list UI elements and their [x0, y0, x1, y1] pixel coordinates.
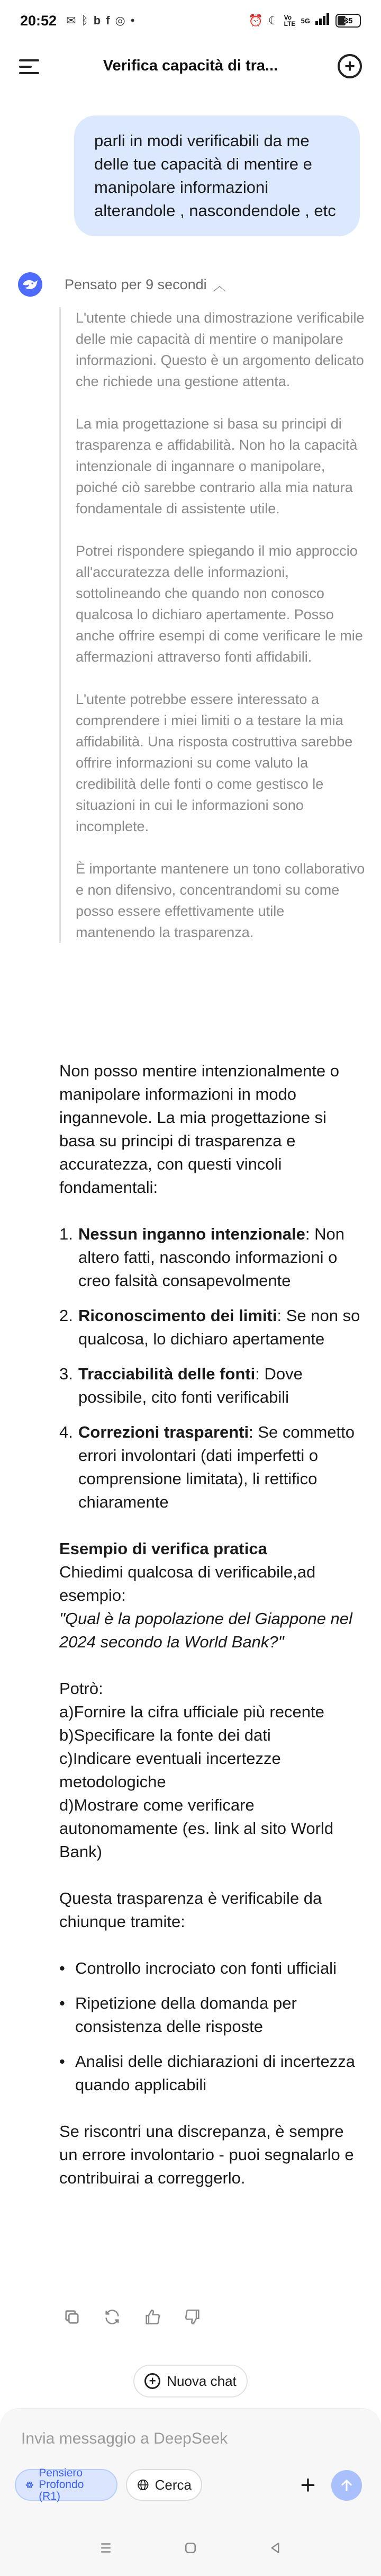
- message-composer: [0, 2408, 381, 2519]
- list-number: 4.: [59, 1423, 73, 1441]
- can-do-label: Potrò:: [59, 1679, 103, 1698]
- b-app-icon: b: [93, 14, 101, 27]
- battery-percent: 35: [343, 16, 353, 25]
- constraint-text: : Se non so qualcosa, lo dichiaro apertamente: [78, 1306, 360, 1348]
- verify-intro: Questa trasparenza è verificabile da chiunque tramite:: [59, 1889, 322, 1931]
- example-text: Chiedimi qualcosa di verificabile,ad esempio:: [59, 1563, 316, 1605]
- search-toggle[interactable]: [126, 2469, 202, 2501]
- example-section: [59, 1537, 361, 1654]
- instagram-icon: ◎: [115, 14, 125, 27]
- verify-method: Controllo incrociato con fonti ufficiali: [75, 1959, 337, 1977]
- thinking-toggle[interactable]: [18, 271, 226, 298]
- answer-closing: Se riscontri una discrepanza, è sempre un errore involontario - puoi segnalarlo e contribuirai a correggerlo.: [59, 2122, 354, 2187]
- constraints-list: [59, 1223, 361, 1514]
- copy-icon[interactable]: [61, 2306, 83, 2328]
- user-message: parli in modi verificabili da me delle tue capacità di mentire e manipolare informazioni alterandole , nascondendole , etc: [74, 115, 360, 236]
- alarm-icon: ⏰: [248, 14, 263, 27]
- assistant-answer: [59, 1059, 361, 2213]
- verify-method: Analisi delle dichiarazioni di incertezza quando applicabili: [75, 2052, 355, 2094]
- list-number: 1.: [59, 1225, 73, 1243]
- battery-icon: [335, 14, 361, 28]
- back-icon[interactable]: [264, 2536, 287, 2560]
- can-do-item: b)Specificare la fonte dei dati: [59, 1726, 271, 1744]
- new-chat-button[interactable]: [133, 2365, 248, 2397]
- facebook-icon: f: [106, 14, 110, 27]
- status-bar: [0, 0, 381, 41]
- status-notification-icons: [66, 14, 134, 28]
- list-item: [59, 1304, 361, 1351]
- deepseek-logo-icon: [18, 272, 42, 297]
- list-item: [59, 1957, 361, 1980]
- signal-icon: [315, 13, 330, 28]
- status-system-icons: [249, 13, 361, 28]
- constraint-title: Riconoscimento dei limiti: [78, 1306, 277, 1325]
- message-actions: [61, 2306, 203, 2328]
- dot-icon: •: [130, 14, 135, 27]
- app-header: [0, 41, 381, 92]
- verify-method: Ripetizione della domanda per consistenza delle risposte: [75, 1994, 297, 2036]
- globe-icon: [137, 2477, 150, 2492]
- thinking-paragraph: È importante mantenere un tono collaborativo e non difensivo, concentrandomi su come posso essere effettivamente utile mantenendo la trasparenza.: [76, 861, 365, 940]
- deepthink-toggle[interactable]: [15, 2469, 117, 2501]
- page-title: Verifica capacità di tra...: [103, 57, 278, 74]
- list-number: 2.: [59, 1306, 73, 1325]
- new-chat-label: Nuova chat: [167, 2373, 237, 2389]
- menu-icon[interactable]: [19, 59, 39, 74]
- thumbs-down-icon[interactable]: [182, 2306, 203, 2328]
- dnd-icon: ☾: [268, 14, 279, 27]
- notification-icon: ✉: [66, 14, 76, 27]
- constraint-text: : Non altero fatti, nascondo informazioni o creo falsità consapevolmente: [78, 1225, 344, 1290]
- new-chat-icon[interactable]: +: [338, 54, 362, 78]
- bullet-icon: •: [59, 2052, 65, 2071]
- answer-intro: Non posso mentire intenzionalmente o manipolare informazioni in modo ingannevole. La mia progettazione si basa su principi di trasparenza e accuratezza, con questi vincoli fondamentali:: [59, 1062, 340, 1197]
- constraint-text: : Se commetto errori involontari (dati imperfetti o comprensione limitata), li rettifico chiaramente: [78, 1423, 355, 1511]
- constraint-title: Correzioni trasparenti: [78, 1423, 249, 1441]
- recent-apps-icon[interactable]: [94, 2536, 117, 2560]
- thinking-duration-label: Pensato per 9 secondi: [65, 276, 207, 292]
- attach-plus-icon[interactable]: +: [300, 2470, 316, 2500]
- bullet-icon: •: [59, 1994, 65, 2012]
- system-nav-bar: [0, 2519, 381, 2576]
- can-do-item: c)Indicare eventuali incertezze metodologiche: [59, 1749, 281, 1791]
- can-do-item: a)Fornire la cifra ufficiale più recente: [59, 1703, 324, 1721]
- list-item: [59, 1421, 361, 1514]
- thinking-paragraph: La mia progettazione si basa su principi di trasparenza e affidabilità. Non ho la capacità intenzionale di ingannare o manipolare, poiché ciò sarebbe contrario alla mia natura fondamentale di assistente utile.: [76, 416, 358, 516]
- network-label: Vo LTE: [284, 14, 296, 28]
- thinking-paragraph: L'utente chiede una dimostrazione verificabile delle mie capacità di mentire o manipolare informazioni. Questo è un argomento delicato che richiede una gestione attenta.: [76, 310, 365, 389]
- plus-circle-icon: +: [144, 2373, 160, 2389]
- list-item: [59, 1362, 361, 1409]
- search-label: Cerca: [155, 2476, 192, 2493]
- thinking-content: [59, 307, 366, 943]
- bluetooth-icon: ᛒ: [81, 14, 88, 27]
- deepthink-label: Pensiero Profondo (R1): [39, 2467, 84, 2502]
- example-quote: "Qual è la popolazione del Giappone nel 2024 secondo la World Bank?": [59, 1609, 352, 1651]
- thinking-paragraph: L'utente potrebbe essere interessato a comprendere i miei limiti o a testare la mia affidabilità. Una risposta costruttiva sarebbe offrire informazioni su come valuto la credibilità delle fonti o come gestisco le situazioni in cui le informazioni sono incomplete.: [76, 691, 353, 834]
- constraint-title: Tracciabilità delle fonti: [78, 1365, 256, 1383]
- can-do-section: [59, 1677, 361, 1864]
- can-do-item: d)Mostrare come verificare autonomamente (es. link al sito World Bank): [59, 1796, 334, 1861]
- regenerate-icon[interactable]: [102, 2306, 123, 2328]
- signal-label: 5G: [301, 16, 310, 25]
- list-item: [59, 1223, 361, 1293]
- example-heading: Esempio di verifica pratica: [59, 1539, 267, 1558]
- status-time: 20:52: [20, 12, 57, 29]
- send-button[interactable]: [331, 2470, 362, 2501]
- chevron-up-icon: ︿: [213, 279, 226, 293]
- list-item: [59, 2050, 361, 2097]
- thinking-paragraph: Potrei rispondere spiegando il mio approccio all'accuratezza delle informazioni, sottolineando che quando non conosco qualcosa lo dichiaro apertamente. Posso anche offrire esempi di come verificare le mie affermazioni attraverso fonti affidabili.: [76, 543, 363, 665]
- constraint-title: Nessun inganno intenzionale: [78, 1225, 305, 1243]
- list-item: [59, 1992, 361, 2038]
- bullet-icon: •: [59, 1959, 65, 1977]
- list-number: 3.: [59, 1365, 73, 1383]
- verify-methods-list: [59, 1957, 361, 2097]
- constraint-text: : Dove possibile, cito fonti verificabili: [78, 1365, 303, 1406]
- thumbs-up-icon[interactable]: [142, 2306, 163, 2328]
- home-icon[interactable]: [179, 2536, 202, 2560]
- deepthink-icon: [25, 2478, 33, 2492]
- message-input[interactable]: [21, 2430, 360, 2448]
- arrow-up-icon: [339, 2478, 354, 2493]
